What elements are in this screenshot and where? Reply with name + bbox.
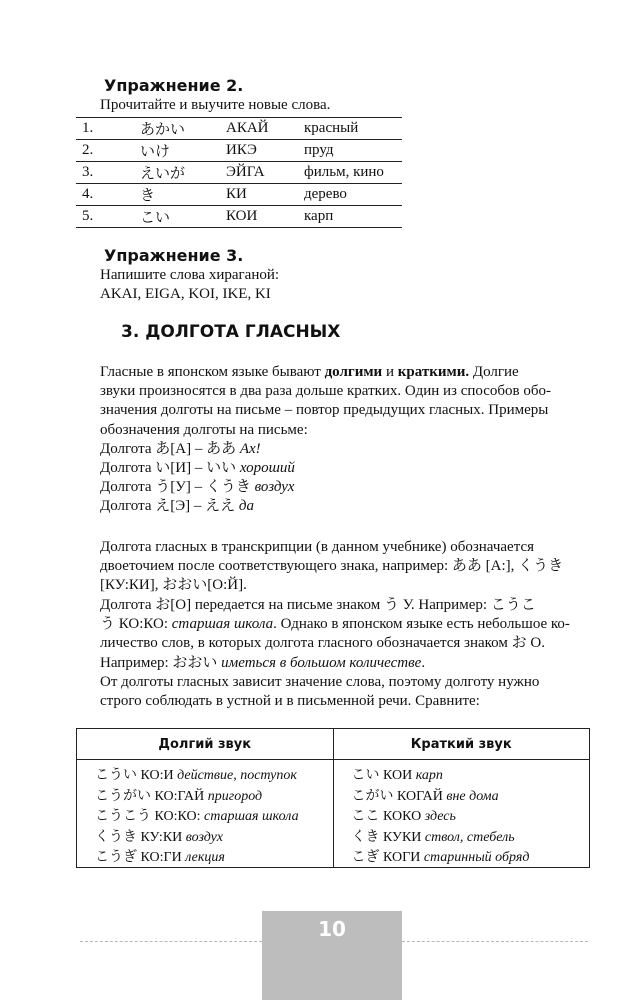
hiragana-word: こい: [140, 206, 226, 228]
example-label: Долгота い[И] – いい: [100, 460, 240, 477]
text-line: строго соблюдать в устной и в письменной речи. Сравните:: [100, 693, 480, 710]
footer-divider-left: [80, 941, 262, 942]
table-row: [76, 206, 402, 228]
word: こぎ КОГИ: [351, 850, 424, 865]
meaning: здесь: [424, 809, 456, 824]
bold-term-short: краткими.: [397, 364, 470, 380]
intro-paragraph: [100, 363, 594, 517]
text-line: обозначения долготы на письме:: [100, 421, 308, 438]
transcription: КИ: [226, 184, 304, 206]
text-line: [КУ:КИ], おおい[О:Й].: [100, 577, 247, 594]
text-line: Долгота гласных в транскрипции (в данном учебнике) обозначается: [100, 539, 535, 555]
row-number: 3.: [76, 162, 140, 184]
vocabulary-table: [76, 117, 402, 228]
text-line: Долгота お[О] передается на письме знаком う У. Например: こうこ: [100, 597, 536, 613]
meaning: действие, поступок: [177, 768, 297, 783]
bold-term-long: долгими: [324, 364, 383, 380]
example-line: [100, 497, 594, 516]
example-line: [100, 440, 594, 459]
example-translation: воздух: [254, 479, 295, 496]
example-label: Долгота う[У] – くうき: [100, 479, 255, 496]
text-line: [100, 615, 594, 634]
example-line: [100, 478, 594, 497]
text-span: Например: おおい: [100, 654, 222, 671]
example-translation: да: [238, 498, 254, 515]
table-row: [76, 184, 402, 206]
section-title: 3. ДОЛГОТА ГЛАСНЫХ: [121, 322, 341, 342]
italic-term: старшая школа: [171, 616, 274, 633]
word: ここ КОКО: [351, 809, 425, 824]
list-item: [352, 805, 590, 826]
text-span: . Однако в японском языке есть небольшое ко-: [273, 616, 570, 633]
meaning: старинный обряд: [423, 850, 530, 865]
word: くき КУКИ: [351, 829, 425, 845]
hiragana-word: き: [140, 184, 226, 206]
list-item: [95, 805, 333, 826]
word: こうがい КО:ГАЙ: [95, 788, 208, 804]
exercise-2-title: Упражнение 2.: [104, 76, 244, 95]
transcription: АКАЙ: [226, 118, 304, 140]
compare-intro-paragraph: [100, 673, 594, 711]
meaning: пригород: [207, 788, 263, 804]
long-sound-column: [77, 760, 334, 868]
word: こい КОИ: [351, 768, 416, 783]
example-translation: Ах!: [239, 440, 261, 457]
word: こうぎ КО:ГИ: [95, 850, 186, 865]
text-line: двоеточием после соответствующего знака, например: ああ [А:], くうき: [100, 558, 564, 575]
meaning: старшая школа: [203, 809, 299, 824]
list-item: [352, 785, 590, 806]
list-item: [95, 764, 333, 785]
table-header-row: [77, 729, 590, 760]
example-label: Долгота あ[А] – ああ: [100, 440, 240, 457]
list-item: [95, 846, 333, 867]
list-item: [95, 785, 333, 806]
row-number: 2.: [76, 140, 140, 162]
translation: фильм, кино: [304, 162, 402, 184]
table-body-row: [77, 760, 590, 868]
text-line: значения долготы на письме – повтор предыдущих гласных. Примеры: [100, 402, 549, 419]
header-short-sound: Краткий звук: [333, 729, 590, 760]
table-row: [76, 162, 402, 184]
transcription-paragraph: [100, 538, 594, 596]
word: こうこう КО:КО:: [95, 809, 204, 824]
page-number: 10: [318, 917, 346, 941]
word: こがい КОГАЙ: [351, 788, 447, 804]
exercise-3-instruction: Напишите слова хираганой:: [100, 267, 280, 283]
meaning: ствол, стебель: [424, 829, 515, 845]
list-item: [352, 826, 590, 847]
meaning: воздух: [185, 829, 223, 845]
text-line: [100, 654, 594, 673]
meaning: вне дома: [446, 788, 499, 804]
hiragana-word: えいが: [140, 162, 226, 184]
translation: дерево: [304, 184, 402, 206]
word: くうき КУ:КИ: [95, 829, 186, 845]
example-label: Долгота え[Э] – ええ: [100, 498, 239, 515]
exercise-2-instruction: Прочитайте и выучите новые слова.: [100, 97, 331, 113]
o-length-paragraph: [100, 596, 594, 673]
row-number: 5.: [76, 206, 140, 228]
short-sound-column: [333, 760, 590, 868]
meaning: лекция: [185, 850, 225, 865]
exercise-3-words: AKAI, EIGA, KOI, IKE, KI: [100, 286, 271, 302]
italic-term: иметься в большом количестве: [221, 654, 422, 671]
text-span: и: [382, 364, 398, 380]
table-row: [76, 118, 402, 140]
exercise-3-title: Упражнение 3.: [104, 246, 244, 265]
text-span: Долгие: [469, 364, 519, 380]
comparison-table: [76, 728, 590, 868]
hiragana-word: いけ: [140, 140, 226, 162]
translation: красный: [304, 118, 402, 140]
text-line: [100, 363, 594, 382]
text-span: Гласные в японском языке бывают: [100, 364, 325, 380]
list-item: [352, 846, 590, 867]
word: こうい КО:И: [95, 768, 178, 783]
transcription: КОИ: [226, 206, 304, 228]
text-span: .: [421, 654, 426, 671]
row-number: 4.: [76, 184, 140, 206]
translation: пруд: [304, 140, 402, 162]
table-row: [76, 140, 402, 162]
list-item: [95, 826, 333, 847]
header-long-sound: Долгий звук: [77, 729, 334, 760]
example-line: [100, 459, 594, 478]
transcription: ЭЙГА: [226, 162, 304, 184]
transcription: ИКЭ: [226, 140, 304, 162]
text-line: От долготы гласных зависит значение слова, поэтому долготу нужно: [100, 674, 540, 690]
row-number: 1.: [76, 118, 140, 140]
footer-divider-right: [402, 941, 588, 942]
text-span: う КО:КО:: [100, 616, 172, 633]
text-line: личество слов, в которых долгота гласного обозначается знаком お О.: [100, 635, 545, 652]
list-item: [352, 764, 590, 785]
example-translation: хороший: [239, 460, 295, 477]
hiragana-word: あかい: [140, 118, 226, 140]
text-line: звуки произносятся в два раза дольше кратких. Один из способов обо-: [100, 383, 552, 400]
translation: карп: [304, 206, 402, 228]
meaning: карп: [415, 768, 443, 783]
